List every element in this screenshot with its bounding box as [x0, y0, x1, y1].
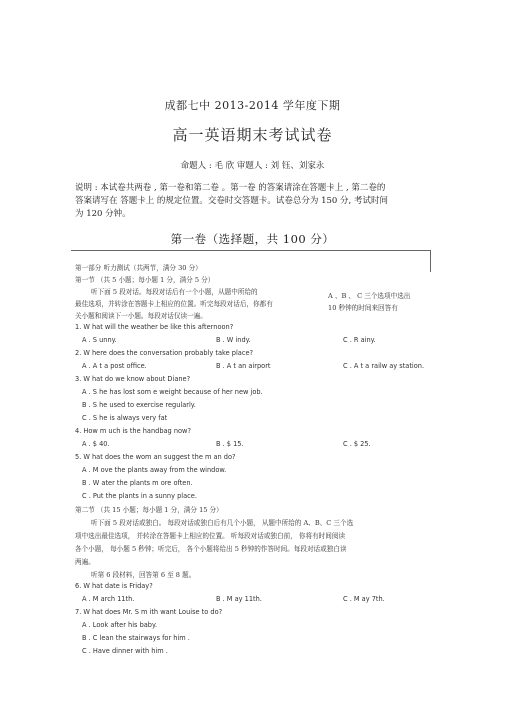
question-1-option-b: B . W indy.	[216, 336, 251, 344]
question-7: 7. W hat does Mr. S m ith want Louise to do?	[75, 608, 223, 616]
question-1-option-a: A . S unny.	[82, 336, 117, 344]
section-divider	[71, 250, 430, 251]
instruction-line: 答案请写在 答题卡上 的规定位置。交卷时交答题卡。试卷总分为 150 分, 考试时间	[75, 196, 388, 206]
question-1: 1. W hat will the weather be like this afternoon?	[75, 323, 234, 331]
question-2-option-b: B . A t an airport	[216, 362, 271, 370]
question-4-option-b: B . $ 15.	[216, 440, 244, 448]
directions2-line: 听下面 5 段对话或独白。 每段对话或独白后有几个小题， 从题中所给的 A、B、C 三个选	[91, 519, 354, 527]
directions-line: 10 秒钟的时间来回答有	[328, 304, 398, 312]
question-3-option-b: B . S he used to exercise regularly.	[82, 401, 196, 409]
question-5: 5. W hat does the wom an suggest the m an do?	[75, 453, 236, 461]
directions2-line: 两遍。	[75, 558, 95, 566]
directions2-line: 项中选出最佳选项， 并转涂在答题卡上相应的位置。 听每段对话或独白前， 你将有时间阅读	[75, 532, 346, 540]
question-4-option-c: C . $ 25.	[343, 440, 371, 448]
question-2-option-a: A . A t a post office.	[82, 362, 147, 370]
section1-title: 第一节 （共 5 小题；每小题 1 分，满分 5 分）	[75, 276, 215, 284]
question-7-option-a: A . Look after his baby.	[82, 621, 158, 629]
school-term-line: 成都七中 2013-2014 学年度下期	[164, 99, 341, 112]
question-3-option-a: A . S he has lost som e weight because of her new job.	[82, 388, 263, 396]
directions-line: 关小题和阅读下一小题。每段对话仅读一遍。	[75, 312, 207, 320]
question-4-option-a: A . $ 40.	[82, 440, 110, 448]
exam-title: 高一英语期末考试试卷	[172, 126, 333, 144]
exam-authors: 命题人 : 毛 欣 审题人 : 刘 钰、刘家永	[180, 161, 325, 171]
section-divider-vertical	[430, 250, 431, 272]
question-6-option-c: C . M ay 7th.	[343, 595, 385, 603]
section2-title: 第二节 （共 15 小题；每小题 1 分，满分 15 分）	[75, 506, 223, 514]
material-6-note: 听第 6 段材料，回答第 6 至 8 题。	[91, 571, 196, 579]
directions2-line: 各个小题， 每小题 5 秒钟；听完后， 各个小题将给出 5 秒钟的作答时间。每段对话或独白读	[75, 545, 347, 553]
instruction-line: 说明 : 本试卷共两卷 , 第一卷和第二卷 。第一卷 的答案请涂在答题卡上 , 第二卷的	[75, 183, 386, 193]
question-7-option-b: B . C lean the stairways for him .	[82, 634, 190, 642]
question-2: 2. W here does the conversation probably take place?	[75, 349, 254, 357]
question-3: 3. W hat do we know about Diane?	[75, 375, 191, 383]
question-1-option-c: C . R ainy.	[343, 336, 376, 344]
question-2-option-c: C . A t a railw ay station.	[343, 362, 425, 370]
question-5-option-c: C . Put the plants in a sunny place.	[82, 492, 197, 500]
directions-line: A 、B 、 C 三个选项中选出	[328, 292, 411, 300]
question-3-option-c: C . S he is always very fat	[82, 414, 168, 422]
question-5-option-a: A . M ove the plants away from the window.	[82, 466, 227, 474]
question-6-option-b: B . M ay 11th.	[216, 595, 262, 603]
question-4: 4. How m uch is the handbag now?	[75, 427, 191, 435]
instruction-line: 为 120 分钟。	[75, 209, 131, 219]
part1-title: 第一部分 听力测试（共两节，满分 30 分）	[75, 264, 202, 272]
directions-line: 最佳选项，并转涂在答题卡上相应的位置。听完每段对话后，你都有	[75, 300, 273, 308]
directions-line: 听下面 5 段对话。每段对话后有一个小题，从题中所给的	[91, 288, 258, 296]
question-6-option-a: A . M arch 11th.	[82, 595, 135, 603]
question-7-option-c: C . Have dinner with him .	[82, 647, 168, 655]
volume-title: 第一卷（选择题，共 100 分）	[170, 232, 335, 246]
question-5-option-b: B . W ater the plants m ore often.	[82, 479, 193, 487]
question-6: 6. W hat date is Friday?	[75, 582, 153, 590]
